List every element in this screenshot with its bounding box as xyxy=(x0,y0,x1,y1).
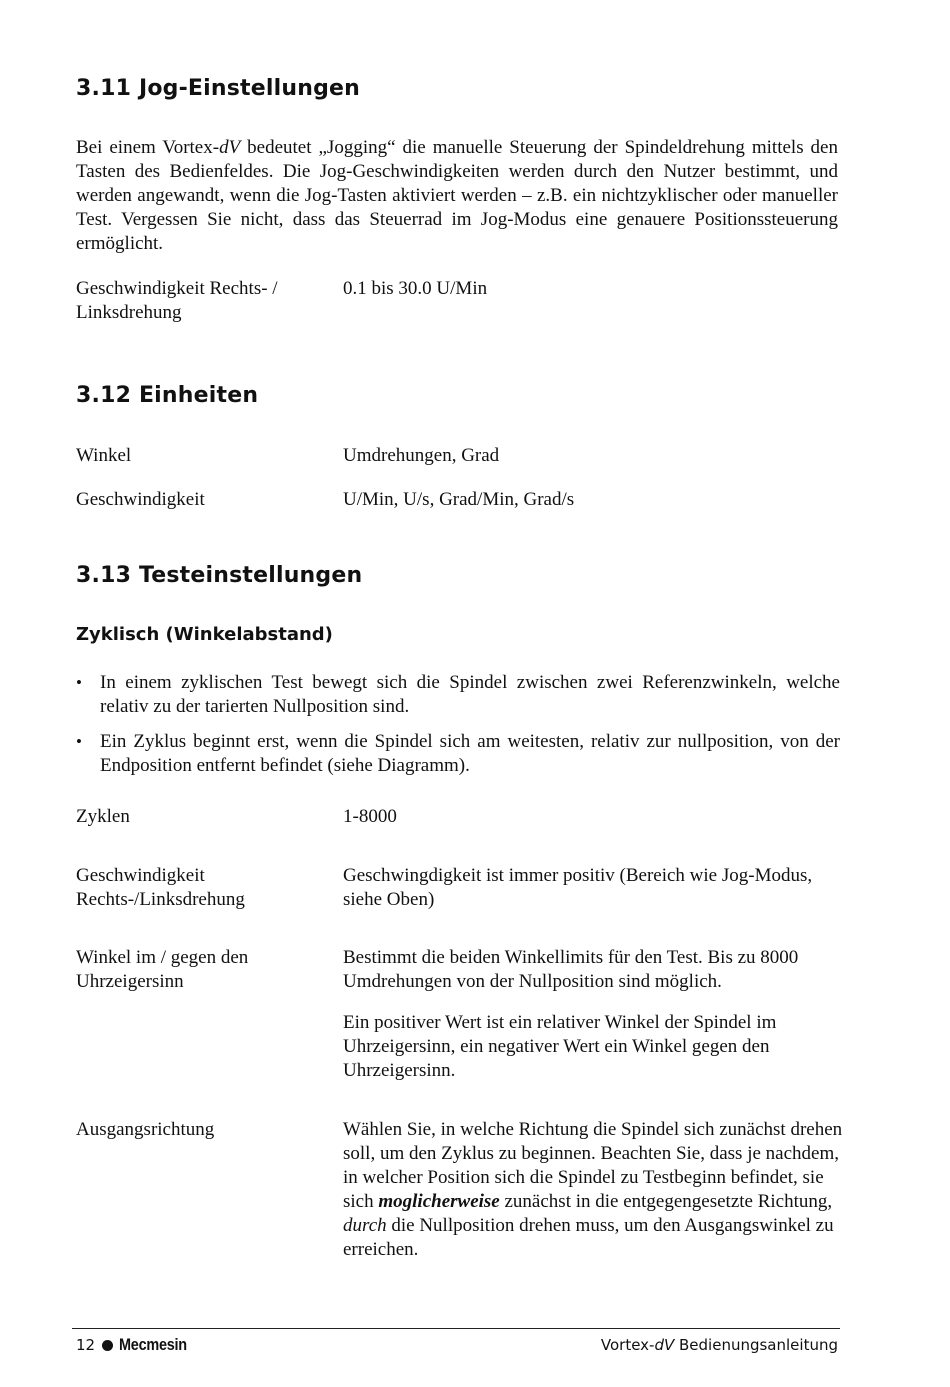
list-item xyxy=(76,730,840,778)
footer-left xyxy=(76,1335,199,1355)
section-heading-einheiten: 3.12 Einheiten xyxy=(76,383,259,408)
page-number: 12 xyxy=(76,1336,96,1354)
angle-limits-value: Bestimmt die beiden Winkellimits für den Test. Bis zu 8000 Umdrehungen von der Nullposition sind möglich. xyxy=(343,947,799,992)
jog-paragraph-text-2: bedeutet „Jogging“ die manuelle Steuerung der Spindeldrehung mittels den Tasten des Bedienfeldes. Die Jog-Geschwindigkeiten werden durch den Nutzer bestimmt, und werden angewandt, wenn die Jog-Tasten aktiviert werden – z.B. ein nichtzyklischer oder manueller Test. Vergessen Sie nicht, dass das Steuerrad im Jog-Modus eine genauere Positionssteuerung ermöglicht. xyxy=(76,137,838,254)
start-direction-text-2: zunächst in die entgegengesetzte Richtung, xyxy=(499,1191,833,1212)
jog-speed-value: 0.1 bis 30.0 U/Min xyxy=(343,278,488,299)
bullet-text: In einem zyklischen Test bewegt sich die Spindel zwischen zwei Referenzwinkeln, welche relativ zu der tarierten Nullposition sind. xyxy=(100,672,840,717)
footer-divider xyxy=(72,1328,840,1329)
bullet-icon: • xyxy=(76,732,82,751)
jog-speed-label: Geschwindigkeit Rechts- / Linksdrehung xyxy=(76,278,278,323)
section-heading-jog: 3.11 Jog-Einstellungen xyxy=(76,76,361,101)
jog-paragraph-text-1: Bei einem Vortex- xyxy=(76,137,220,158)
product-dv-italic: dV xyxy=(219,137,241,158)
start-direction-text-3: die Nullposition drehen muss, um den Ausgangswinkel zu erreichen. xyxy=(343,1215,834,1260)
jog-paragraph xyxy=(76,136,838,256)
start-direction-text-1: Wählen Sie, in welche Richtung die Spindel sich zunächst drehen soll, um den Zyklus zu beginnen. Beachten Sie, dass je nachdem, in welcher Position sich die Spindel zu Testbeginn befindet, sie sich xyxy=(343,1119,843,1212)
cyclic-speed-label: Geschwindigkeit Rechts-/Linksdrehung xyxy=(76,865,245,910)
angle-limits-value-note: Ein positiver Wert ist ein relativer Winkel der Spindel im Uhrzeigersinn, ein negativer Wert ein Winkel gegen den Uhrzeigersinn. xyxy=(343,1012,777,1081)
footer-doc-title xyxy=(601,1336,838,1354)
cycles-value: 1-8000 xyxy=(343,806,397,827)
brand-logo: Mecmesin xyxy=(119,1335,187,1354)
units-angle-label: Winkel xyxy=(76,445,132,466)
units-angle-value: Umdrehungen, Grad xyxy=(343,445,500,466)
doc-title-dv: dV xyxy=(654,1336,675,1354)
doc-title-text-1: Vortex- xyxy=(600,1336,655,1354)
start-direction-label: Ausgangsrichtung xyxy=(76,1119,215,1140)
bullet-icon: • xyxy=(76,673,82,692)
angle-limits-label: Winkel im / gegen den Uhrzeigersinn xyxy=(76,947,249,992)
cyclic-speed-value: Geschwingdigkeit ist immer positiv (Bereich wie Jog-Modus, siehe Oben) xyxy=(343,865,813,910)
start-direction-value xyxy=(343,1118,858,1262)
section-heading-testeinstellungen: 3.13 Testeinstellungen xyxy=(76,563,363,588)
emphasis-moglicherweise: moglicherweise xyxy=(378,1191,500,1212)
subheading-zyklisch: Zyklisch (Winkelabstand) xyxy=(76,624,333,645)
doc-title-text-2: Bedienungsanleitung xyxy=(674,1336,838,1354)
units-speed-value: U/Min, U/s, Grad/Min, Grad/s xyxy=(343,489,575,510)
emphasis-durch: durch xyxy=(343,1215,387,1236)
units-speed-label: Geschwindigkeit xyxy=(76,489,205,510)
bullet-text: Ein Zyklus beginnt erst, wenn die Spindel sich am weitesten, relativ zur nullposition, von der Endposition entfernt befindet (siehe Diagramm). xyxy=(100,731,840,776)
bullet-dot-icon xyxy=(102,1340,113,1351)
list-item xyxy=(76,671,840,719)
cycles-label: Zyklen xyxy=(76,806,130,827)
